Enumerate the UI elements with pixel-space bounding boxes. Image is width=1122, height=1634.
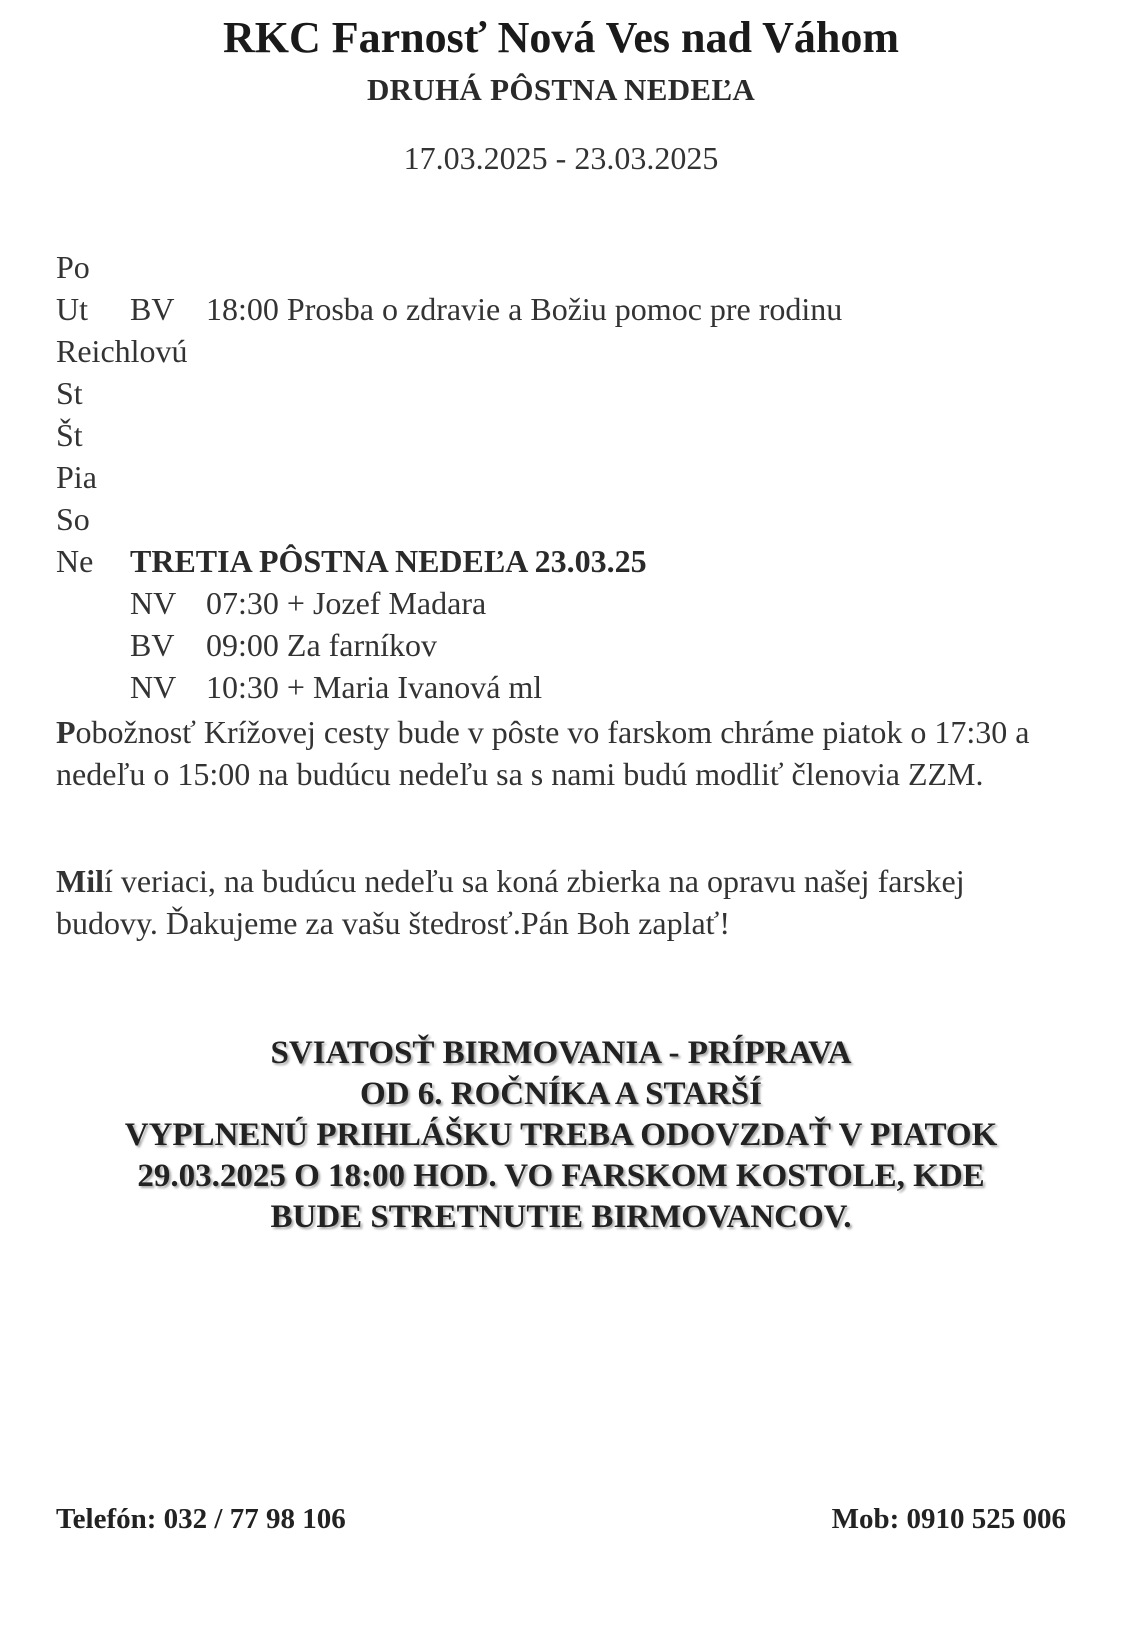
confirmation-line: VYPLNENÚ PRIHLÁŠKU TREBA ODOVZDAŤ V PIATOK: [124, 1117, 998, 1153]
schedule-row-thursday: [56, 414, 1076, 456]
phone-number: Telefón: 032 / 77 98 106: [56, 1503, 346, 1535]
confirmation-line: BUDE STRETNUTIE BIRMOVANCOV.: [270, 1199, 852, 1235]
mass-intention: 10:30 + Maria Ivanová ml: [206, 669, 543, 705]
confirmation-line: OD 6. ROČNÍKA A STARŠÍ: [360, 1076, 762, 1112]
announcement-initial: Mil: [56, 863, 104, 899]
day-label: Pia: [56, 459, 97, 495]
confirmation-notice: [0, 1033, 1122, 1238]
day-label: Po: [56, 249, 90, 285]
mass-intention: 09:00 Za farníkov: [206, 627, 438, 663]
schedule-row-tuesday-continued: [56, 330, 1076, 372]
mass-intention-continued: Reichlovú: [56, 333, 188, 369]
schedule-row-wednesday: [56, 372, 1076, 414]
mass-row: [56, 582, 1076, 624]
confirmation-line: 29.03.2025 O 18:00 HOD. VO FARSKOM KOSTOLE, KDE: [137, 1158, 985, 1194]
announcement-collection: [56, 860, 1056, 944]
schedule-row-saturday: [56, 498, 1076, 540]
schedule-row-sunday: [56, 540, 1076, 582]
mobile-number: Mob: 0910 525 006: [831, 1503, 1066, 1535]
location-label: NV: [130, 669, 177, 705]
mass-schedule: [56, 246, 1076, 708]
date-range: 17.03.2025 - 23.03.2025: [403, 140, 719, 176]
location-label: NV: [130, 585, 177, 621]
announcement-stations-of-cross: [56, 711, 1056, 795]
mass-intention: 07:30 + Jozef Madara: [206, 585, 487, 621]
day-label: Ut: [56, 291, 88, 327]
sunday-subtitle: DRUHÁ PÔSTNA NEDEĽA: [366, 72, 756, 107]
parish-title: RKC Farnosť Nová Ves nad Váhom: [222, 13, 900, 62]
announcement-text: í veriaci, na budúcu nedeľu sa koná zbierka na opravu našej farskej budovy. Ďakujeme za vašu štedrosť.Pán Boh zaplať!: [56, 863, 965, 941]
mass-intention: 18:00 Prosba o zdravie a Božiu pomoc pre rodinu: [206, 291, 843, 327]
announcement-initial: P: [56, 714, 76, 750]
day-label: Št: [56, 417, 83, 453]
day-label: Ne: [56, 543, 94, 579]
location-label: BV: [130, 291, 175, 327]
mass-row: [56, 666, 1076, 708]
sunday-heading: TRETIA PÔSTNA NEDEĽA 23.03.25: [130, 543, 647, 579]
confirmation-line: SVIATOSŤ BIRMOVANIA - PRÍPRAVA: [270, 1035, 852, 1071]
schedule-row-monday: [56, 246, 1076, 288]
schedule-row-tuesday: [56, 288, 1076, 330]
day-label: St: [56, 375, 83, 411]
location-label: BV: [130, 627, 175, 663]
announcement-text: obožnosť Krížovej cesty bude v pôste vo farskom chráme piatok o 17:30 a nedeľu o 15:00 na budúcu nedeľu sa s nami budú modliť členovia ZZM.: [56, 714, 1030, 792]
day-label: So: [56, 501, 90, 537]
schedule-row-friday: [56, 456, 1076, 498]
mass-row: [56, 624, 1076, 666]
